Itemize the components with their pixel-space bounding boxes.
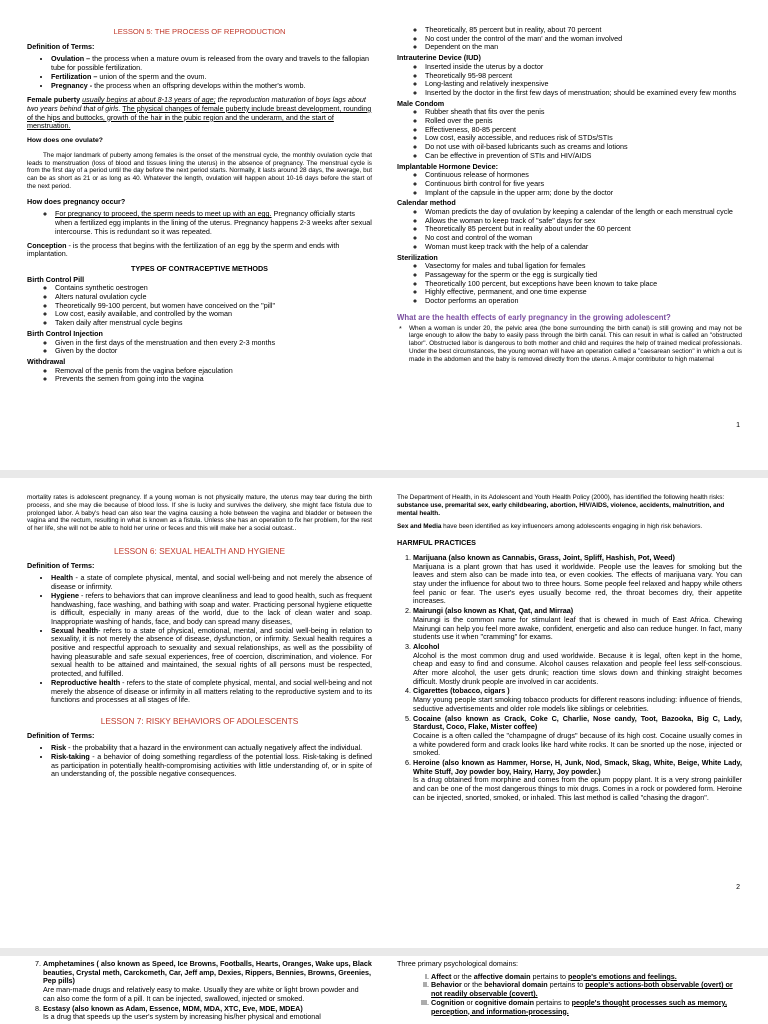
method-items <box>397 208 742 252</box>
harmful-item: 7. Amphetamines ( also known as Speed, Ice Browns, Footballs, Hearts, Oranges, Wake ups, Black beauties, Crystal meth, Carckcmeth, Car, Jeff amp, Dexies, Rippers, Bennies, Browns, Greenies, Pep pills) Are man-made drugs and relatively easy to make. Usually they are white or light brown powder and can also come the form of a pill. It can be injected, swallowed, injected or smoked. <box>43 960 372 1004</box>
method-item: ◦ Implant of the capsule in the upper arm; done by the doctor <box>425 189 742 198</box>
method-item: ◦ Passageway for the sperm or the egg is surgically tied <box>425 271 742 280</box>
continuation-paragraph: mortality rates is adolescent pregnancy. If a young woman is not physically mature, the uterus may tear during the birth process, and she may die because of blood loss. If she is lucky and survives the delivery, she might face fistula due to prolonged labor. A baby's head can also tear the vagina causing a hole between the vagina and bladder or between the vagina and the rectum, resulting in what is known as a fistula. Unless she has an operation to fix her problem, for the rest of her life, she will not be able to hold her urine or feces and this will make her a social outcast.. <box>27 494 372 533</box>
harmful-practices-list-continued <box>27 960 372 1022</box>
document-page-3 <box>0 956 768 1024</box>
method-item: ◦ Removal of the penis from the vagina before ejaculation <box>55 367 372 376</box>
harmful-item: 4. Cigarettes (tobacco, cigars ) Many young people start smoking tobacco products for different reasons including: influence of friends, seductive advertisements and older role models like siblings or celebrities. <box>413 687 742 713</box>
method-items <box>27 284 372 328</box>
method-item: ◦ Theoretically 99-100 percent, but women have conceived on the "pill" <box>55 302 372 311</box>
method-name: Implantable Hormone Device: <box>397 161 499 171</box>
withdrawal-items-continued <box>397 26 742 52</box>
page3-right-column <box>397 960 742 1016</box>
term-item: • Pregnancy - the process when an offspring develops within the mother's womb. <box>51 82 372 91</box>
term-item: • Hygiene - refers to behaviors that can improve cleanliness and lead to good health, such as frequent handwashing, face washing, and bathing with soap and water. Practicing personal hygiene etiquette is difficult, especially in many areas of the world, due to the lack of clean water and soap. Inappropriate washing of hands, face, and body can spread many diseases, <box>51 592 372 627</box>
method-item: ◦ Can be effective in prevention of STIs and HIV/AIDS <box>425 152 742 161</box>
harmful-item: 1. Marijuana (also known as Cannabis, Grass, Joint, Spliff, Hashish, Pot, Weed) Marijuana is a plant grown that has used it worldwide. People use the leaves for smoking but the leaves and stem also can be made into tea, or even cookies. The effects of marijuana vary. You can stay under the influence for about two to three hours. Some people feel relaxed and happy while others feel panic or fear. The user's eyes usually become red, the throat becomes dry, their appetite increases. <box>413 554 742 606</box>
method-item: ◦ Prevents the semen from going into the vagina <box>55 375 372 384</box>
method-item: ◦ No cost under the control of the man' and the woman involved <box>425 35 742 44</box>
term-item: • Risk-taking - a behavior of doing something regardless of the potential loss. Risk-taking is defined as participation in potentially health-compromising activities with little understanding of, or in spite of an understanding of, the possible negative consequences. <box>51 753 372 779</box>
domain-item: III. Cognition or cognitive domain pertains to people's thought processes such as memory, perception, and information-processing. <box>431 999 742 1016</box>
harmful-practices-title: HARMFUL PRACTICES <box>397 538 476 548</box>
method-item: ◦ No cost and control of the woman <box>425 234 742 243</box>
lesson6-title: LESSON 6: SEXUAL HEALTH AND HYGIENE <box>113 545 286 556</box>
method-name: Birth Control Pill <box>27 274 85 284</box>
method-item: ◦ Continuous birth control for five years <box>425 180 742 189</box>
method-name: Male Condom <box>397 98 445 108</box>
method-name: Calendar method <box>397 198 456 208</box>
term-item: • Fertilization – union of the sperm and the ovum. <box>51 73 372 82</box>
method-item: ◦ Rubber sheath that fits over the penis <box>425 108 742 117</box>
method-item: ◦ Given in the first days of the menstruation and then every 2-3 months <box>55 339 372 348</box>
method-item: ◦ Effectiveness, 80-85 percent <box>425 126 742 135</box>
definition-heading: Definition of Terms: <box>27 560 95 570</box>
doh-paragraph: The Department of Health, in its Adolescent and Youth Health Policy (2000), has identified the following health risks: substance use, premarital sex, early childbearing, abortion, HIV/AIDS, violence, accidents, malnutrition, and mental health. <box>397 494 725 517</box>
sex-media-paragraph: Sex and Media have been identified as key influencers among adolescents engaging in high risk behaviors. <box>397 523 703 531</box>
method-item: ◦ Taken daily after menstrual cycle begins <box>55 319 372 328</box>
page-separator <box>0 470 768 478</box>
harmful-item: 3. Alcohol Alcohol is the most common drug and used worldwide. Because it is legal, often kept in the home, cheap and easy to find and consume. Alcohol causes relaxation and people feel less self-conscious. After more alcohol, the user gets drunk; reaction time slows down and thinking straight becomes difficult. Mostly drunk people are involved in car accidents. <box>413 643 742 687</box>
method-item: ◦ Low cost, easily accessible, and reduces risk of STDs/STIs <box>425 134 742 143</box>
question-health-effects: What are the health effects of early pregnancy in the growing adolescent? <box>397 312 671 322</box>
conception-paragraph: Conception - is the process that begins with the fertilization of an egg by the sperm and ends with implantation. <box>27 240 340 259</box>
method-item: ◦ Highly effective, permanent, and one time expense <box>425 288 742 297</box>
health-effects-paragraph: When a woman is under 20, the pelvic area (the bone surrounding the birth canal) is still growing and may not be large enough to allow the baby to easily pass through the birth canal. This can result in what is called an "obstructed labor". Obstructed labor is dangerous to both mother and child and requires the help of trained medical professionals. Under the best circumstances, the young woman will have an operation called a "caesarean section" in which a cut is made in the abdomen and the baby is removed directly from the uterus. A major contributor to high maternal <box>409 324 742 363</box>
method-item: ◦ Inserted by the doctor in the first few days of menstruation; should be examined every few months <box>425 89 742 98</box>
document-page-1 <box>0 0 768 470</box>
method-items <box>27 339 372 356</box>
harmful-item: 2. Mairungi (also known as Khat, Qat, and Mirraa) Mairungi is the common name for stimulant leaf that is chewed in much of East Africa. Chewing Mairungi can help you feel more awake, confident, energetic and also can reduce hunger. In fact, many students use it when "cramming" for exams. <box>413 607 742 642</box>
method-name: Sterilization <box>397 252 438 262</box>
term-item: • Risk - the probability that a hazard in the environment can actually negatively affect the individual. <box>51 744 372 753</box>
method-item: ◦ Continuous release of hormones <box>425 171 742 180</box>
page-number: 2 <box>736 884 740 891</box>
term-item: • Sexual health- refers to a state of physical, emotional, mental, and social well-being in relation to sexuality, it is not merely the absence of disease, dysfunction, or infirmity. Sexual health requires a positive and respectful approach to sexuality and sexual relationships, as well as the possibility of having pleasurable and safe sexual experiences, free of coercion, discrimination, and violence. For sexual health to be attained and maintained, the sexual rights of all persons must be respected, protected, and fulfilled. <box>51 627 372 679</box>
method-item: ◦ Do not use with oil-based lubricants such as creams and lotions <box>425 143 742 152</box>
method-item: ◦ Dependent on the man <box>425 43 742 52</box>
method-item: ◦ Allows the woman to keep track of "safe" days for sex <box>425 217 742 226</box>
page-separator <box>0 948 768 956</box>
contraceptive-title: TYPES OF CONTRACEPTIVE METHODS <box>131 263 268 273</box>
female-puberty-paragraph: Female puberty usually begins at about 8-13 years of age; the reproduction maturation of boys lags about two years behind that of girls. The physical changes of female puberty include breast development, rounding of the hips and buttocks, growth of the hair in the pubic region and the underarm, and the start of menstruation. <box>27 95 372 131</box>
harmful-item: 8. Ecstasy (also known as Adam, Essence, MDM, MDA, XTC, Eve, MDE, MDEA) Is a drug that speeds up the user's system by increasing his/her physical and emotional <box>43 1005 372 1022</box>
health-effects-block <box>397 325 742 364</box>
term-item: • Reproductive health - refers to the state of complete physical, mental, and social well-being and not merely the absence of disease or infirmity in all matters relating to the reproductive system and to its functions and processes at all stages of life. <box>51 679 372 705</box>
method-items <box>397 63 742 98</box>
method-item: ◦ Theoretically 95-98 percent <box>425 72 742 81</box>
method-item: ◦ Long-lasting and relatively inexpensive <box>425 80 742 89</box>
lesson7-title: LESSON 7: RISKY BEHAVIORS OF ADOLESCENTS <box>100 715 299 726</box>
page1-right-column <box>397 26 742 367</box>
definition-heading: Definition of Terms: <box>27 41 95 51</box>
document-page-2 <box>0 478 768 948</box>
method-item: ◦ Theoretically, 85 percent but in reality, about 70 percent <box>425 26 742 35</box>
pregnancy-list <box>27 210 372 236</box>
ovulate-paragraph: The major landmark of puberty among females is the onset of the menstrual cycle, the monthly ovulation cycle that leads to menstruation (loss of blood and tissues lining the uterus) in the absence of pregnancy. The menstrual cycle is from the first day of a period until the day before the next period starts. Normally, it lasts around 28 days, the average, but can be as short as 21 or as long as 40. Whatever the length, ovulation will happen about 10-16 days before the start of the next period. <box>27 151 372 190</box>
method-items <box>27 367 372 384</box>
method-item: ◦ Doctor performs an operation <box>425 297 742 306</box>
bullet-star-icon: * <box>399 323 402 333</box>
page3-left-column <box>27 960 372 1024</box>
lesson5-terms-list <box>27 55 372 90</box>
harmful-item: 5. Cocaine (also known as Crack, Coke C, Charlie, Nose candy, Toot, Bazooka, Big C, Lady, Stardust, Coco, Flake, Mister coffee) Cocaine is a often called the "champagne of drugs" because of its high cost. Cocaine usually comes in a white powdered form and crack looks like hard white rocks. It can be snorted up the nose, injected or smoked. <box>413 715 742 759</box>
definition-heading: Definition of Terms: <box>27 730 95 740</box>
method-item: ◦ Theoretically 100 percent, but exceptions have been known to take place <box>425 280 742 289</box>
page1-left-column <box>27 26 372 385</box>
page2-right-column <box>397 494 742 805</box>
method-item: ◦ Rolled over the penis <box>425 117 742 126</box>
method-items <box>397 262 742 306</box>
domains-list <box>397 973 742 1017</box>
harmful-practices-list <box>397 554 742 803</box>
method-item: ◦ Given by the doctor <box>55 347 372 356</box>
method-item: ◦ Theoretically 85 percent but in reality about under the 60 percent <box>425 225 742 234</box>
lesson5-title: LESSON 5: THE PROCESS OF REPRODUCTION <box>113 27 286 36</box>
question-pregnancy: How does pregnancy occur? <box>27 196 126 206</box>
lesson6-terms-list <box>27 574 372 705</box>
method-items <box>397 108 742 160</box>
question-ovulate: How does one ovulate? <box>27 137 103 145</box>
lesson7-terms-list <box>27 744 372 779</box>
term-item: • Health - a state of complete physical, mental, and social well-being and not merely the absence of disease or infirmity. <box>51 574 372 591</box>
method-item: ◦ Woman predicts the day of ovulation by keeping a calendar of the length or each menstrual cycle <box>425 208 742 217</box>
method-item: ◦ Contains synthetic oestrogen <box>55 284 372 293</box>
method-item: ◦ Woman must keep track with the help of a calendar <box>425 243 742 252</box>
domain-item: II. Behavior or the behavioral domain pertains to people's actions-both observable (overt) or not readily observable (covert). <box>431 981 742 998</box>
method-item: ◦ Alters natural ovulation cycle <box>55 293 372 302</box>
domains-title: Three primary psychological domains: <box>397 959 519 968</box>
page-number: 1 <box>736 422 740 429</box>
pregnancy-item: ◦ For pregnancy to proceed, the sperm needs to meet up with an egg. Pregnancy officially starts when a fertilized egg implants in the lining of the uterus. Pregnancy happens 2-3 weeks after sexual intercourse. This is redundant so it was repeated. <box>55 210 372 236</box>
method-item: ◦ Vasectomy for males and tubal ligation for females <box>425 262 742 271</box>
method-name: Birth Control Injection <box>27 328 103 338</box>
method-name: Intrauterine Device (IUD) <box>397 53 481 63</box>
method-item: ◦ Low cost, easily available, and controlled by the woman <box>55 310 372 319</box>
method-item: ◦ Inserted inside the uterus by a doctor <box>425 63 742 72</box>
method-items <box>397 171 742 197</box>
method-name: Withdrawal <box>27 356 66 366</box>
domain-item: I. Affect or the affective domain pertains to people's emotions and feelings. <box>431 973 742 982</box>
term-item: • Ovulation – the process when a mature ovum is released from the ovary and travels to the fallopian tube for possible fertilization. <box>51 55 372 72</box>
harmful-item: 6. Heroine (also known as Hammer, Horse, H, Junk, Nod, Smack, Skag, White, Beige, White Lady, White Stuff, Joy powder boy, Hairy, Harry, Joy powder.) Is a drug obtained from morphine and comes from the opium poppy plant. It is a very strong painkiller and can be one of the most dangerous things to mix drugs. Comes in a rock or powdered form. Heroine can be injected, snorted, smoked, or inhaled. This last method is called "chasing the dragon". <box>413 759 742 803</box>
page2-left-column <box>27 494 372 783</box>
